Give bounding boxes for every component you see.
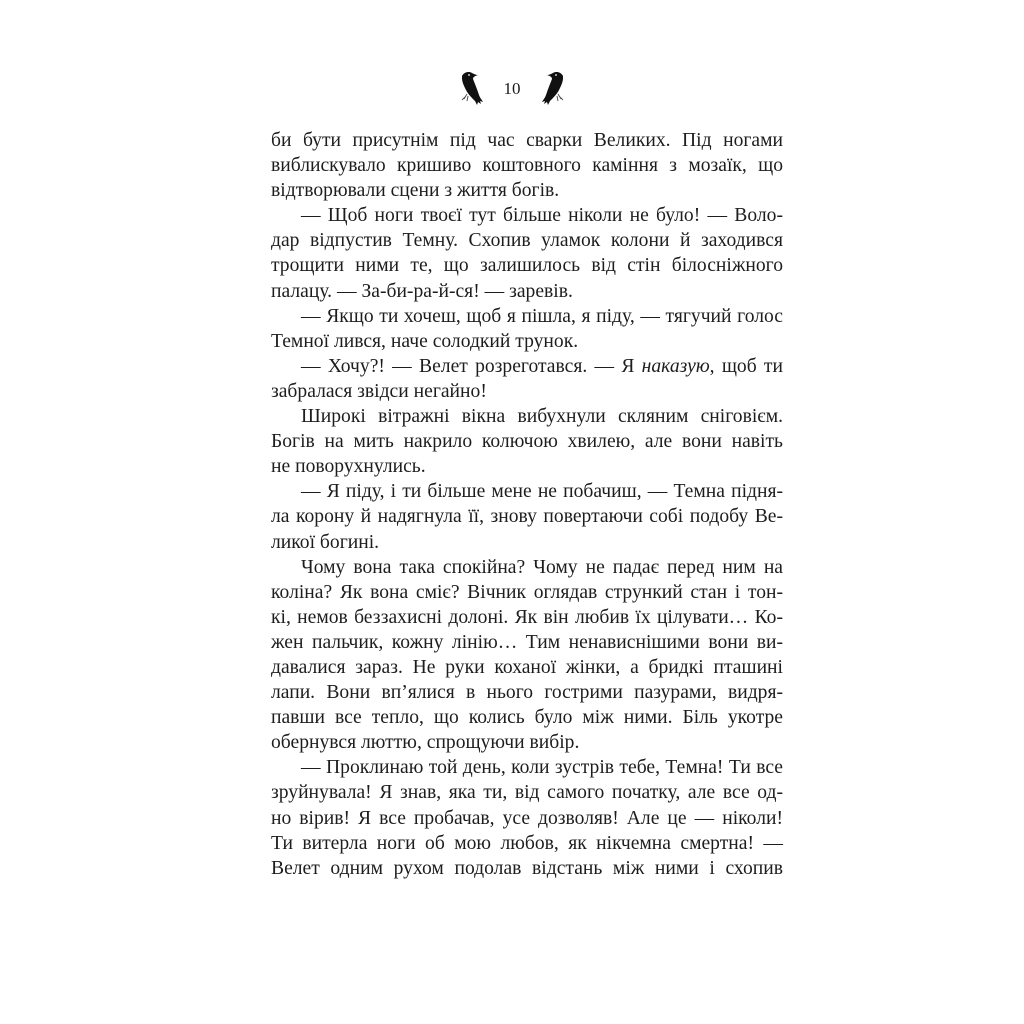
- text-line: дар відпустив Темну. Схопив уламок колони й заходився: [271, 230, 783, 252]
- text-line: жен пальчик, кожну лінію… Тим ненависнішими вони ви-: [271, 631, 783, 653]
- body-text: [271, 128, 783, 881]
- text-line: — Проклинаю той день, коли зустрів тебе, Темна! Ти все: [301, 757, 783, 779]
- text-line: Велет одним рухом подолав відстань між ними і схопив: [271, 857, 783, 879]
- text-line: Богів на мить накрило колючою хвилею, але вони навіть: [271, 431, 783, 453]
- text-line: коліна? Як вона сміє? Вічник оглядав стрункий стан і тон-: [271, 581, 783, 603]
- text-line: Темної лився, наче солодкий трунок.: [271, 330, 579, 352]
- text-line: трощити ними те, що залишилось від стін білосніжного: [271, 255, 783, 277]
- text-line: давалися зараз. Не руки коханої жінки, а бридкі пташині: [271, 656, 783, 678]
- text-line: — Якщо ти хочеш, щоб я пішла, я піду, — тягучий голос: [301, 305, 783, 327]
- text-line: відтворювали сцени з життя богів.: [271, 180, 560, 202]
- text-line: зруйнувала! Я знав, яка ти, від самого початку, але все од-: [271, 782, 783, 804]
- text-line: кі, немов беззахисні долоні. Як він любив їх цілувати… Ко-: [271, 606, 783, 628]
- text-line: — Щоб ноги твоєї тут більше ніколи не було! — Воло-: [301, 205, 783, 227]
- text-line: не поворухнулись.: [271, 456, 426, 478]
- text-line: обернувся люттю, спрощуючи вибір.: [271, 732, 580, 754]
- text-line: ликої богині.: [271, 531, 380, 553]
- text-line: забралася звідси негайно!: [271, 380, 487, 402]
- raven-icon: [456, 69, 486, 107]
- emphasized-word: наказую: [641, 355, 710, 377]
- text-line: виблискувало кришиво коштовного каміння з мозаїк, що: [271, 155, 783, 177]
- text-line: ла корону й надягнула її, знову повертаючи собі подобу Ве-: [271, 506, 783, 528]
- text-line: Чому вона така спокійна? Чому не падає перед ним на: [301, 556, 783, 578]
- text-line: [271, 354, 783, 379]
- text-segment: , щоб ти: [709, 355, 783, 377]
- page-header: [0, 68, 1024, 108]
- text-line: палацу. — За-би-ра-й-ся! — заревів.: [271, 280, 573, 302]
- raven-icon: [539, 69, 569, 107]
- text-line: Ти витерла ноги об мою любов, як нікчемна смертна! —: [271, 832, 783, 854]
- text-segment: — Хочу?! — Велет розреготався. — Я: [301, 355, 642, 377]
- text-line: — Я піду, і ти більше мене не побачиш, — Темна підня-: [301, 481, 783, 503]
- text-line: лапи. Вони вп’ялися в нього гострими пазурами, видря-: [271, 682, 783, 704]
- text-line: павши все тепло, що колись було між ними. Біль укотре: [271, 707, 783, 729]
- text-line: но вірив! Я все пробачав, усе дозволяв! Але це — ніколи!: [271, 807, 783, 829]
- page-number: 10: [503, 78, 521, 98]
- text-line: би бути присутнім під час сварки Великих. Під ногами: [271, 130, 783, 151]
- text-line: Широкі вітражні вікна вибухнули скляним сніговієм.: [301, 406, 783, 428]
